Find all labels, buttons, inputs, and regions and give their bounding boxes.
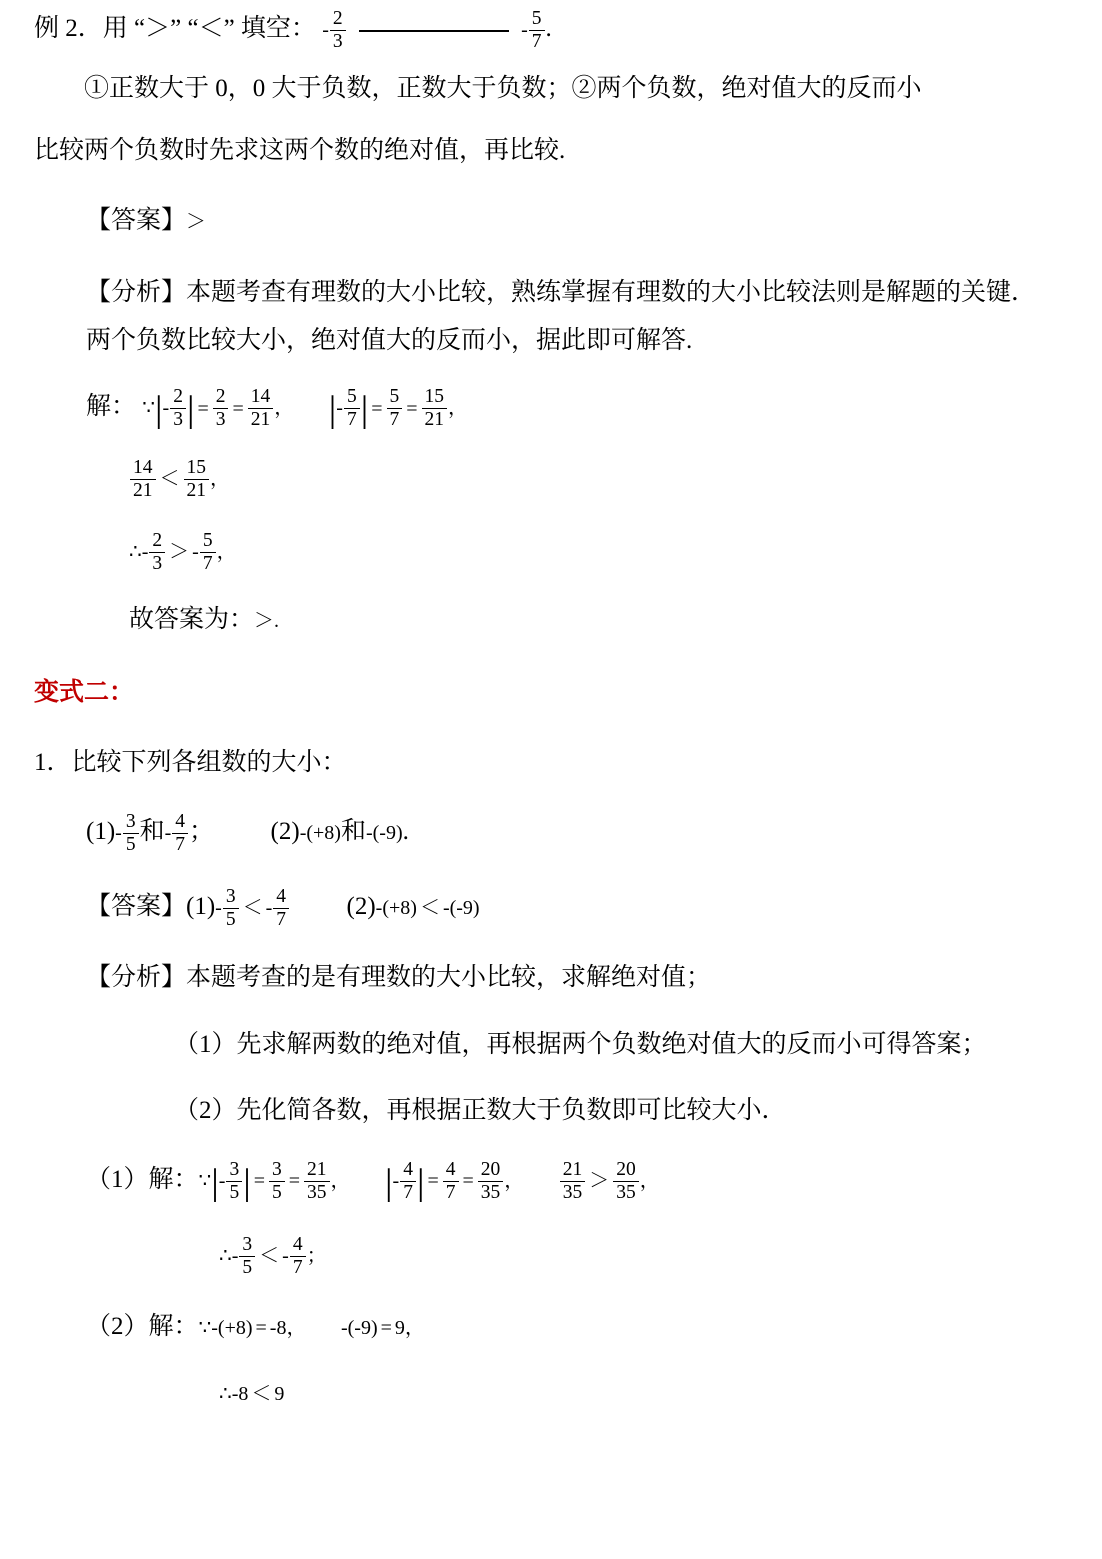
s2-comma2: ，	[404, 1316, 425, 1339]
final-answer-text: 故答案为：	[129, 606, 255, 634]
ex2-period: .	[545, 15, 552, 43]
q1-item2-period: .	[402, 818, 409, 846]
s1-cmp-right-den: 35	[616, 1182, 636, 1204]
s2-comma1: ，	[286, 1316, 307, 1339]
q1-item2-label: (2)	[270, 818, 300, 846]
ex2-left-value	[322, 8, 346, 52]
variant-heading: 变式二：	[34, 678, 135, 706]
s1-abs1-res-den: 35	[307, 1182, 327, 1204]
s2-concl-right: 9	[274, 1382, 285, 1405]
concl-fraction-2	[200, 530, 216, 575]
q1-answer-2-expr1: -(+8)	[375, 896, 417, 919]
s1-concl-fraction-1	[239, 1234, 255, 1279]
q1-item2-he: 和	[340, 818, 366, 846]
q1-answer-1-sign: -	[215, 896, 222, 919]
s2-concl-op: ＜	[251, 1382, 272, 1405]
sol1-eq-2: =	[232, 397, 244, 420]
q1-solution-2-conclusion	[34, 1375, 1068, 1411]
s1-abs2-eq-den: 7	[445, 1182, 456, 1204]
s1-abs2-num: 4	[400, 1159, 416, 1182]
s1-abs2-eq-fraction	[443, 1159, 459, 1204]
s1-abs1-den: 5	[229, 1182, 240, 1204]
sol1-fraction-a	[170, 386, 186, 431]
concl-comma: ，	[216, 540, 237, 563]
concl-num-2: 5	[200, 530, 216, 553]
answer-blank	[359, 30, 509, 32]
analysis-label: 【分析】	[86, 279, 187, 307]
s1-concl-semicolon: ；	[306, 1244, 327, 1267]
s1-concl-num-2: 4	[290, 1234, 306, 1257]
ex2-right-sign: -	[521, 19, 528, 42]
sol1-fraction-c	[248, 386, 274, 431]
sol2-fraction-b	[387, 386, 403, 431]
concl-operator: ＞	[169, 540, 190, 563]
s1-prefix: （1）解：	[86, 1166, 199, 1194]
s1-eq-3: =	[427, 1170, 439, 1193]
q1-item1-fraction	[123, 811, 139, 856]
s1-cmp-op: ＞	[589, 1170, 610, 1193]
s1-abs2-sign: -	[392, 1170, 400, 1193]
lt-quote: “＜”	[187, 15, 235, 43]
abs-bar-open-4: |	[385, 1162, 393, 1204]
sol1-sign: -	[162, 397, 170, 420]
rule-line-1: ①正数大于 0，0 大于负数，正数大于负数；②两个负数，绝对值大的反而小	[84, 74, 922, 102]
concl-num-1: 2	[149, 530, 165, 553]
q1-analysis-text: 本题考查的是有理数的大小比较，求解绝对值；	[186, 964, 712, 992]
answer-value: ＞	[186, 211, 207, 234]
q1-item1-semicolon: ；	[189, 818, 215, 846]
rule-line-2: 比较两个负数时先求这两个数的绝对值，再比较.	[34, 136, 566, 164]
abs-bar-close-2: |	[360, 389, 369, 431]
because-symbol-3: ∵	[198, 1316, 212, 1339]
sol2-comma: ，	[448, 397, 469, 420]
s2-val1: -8	[269, 1316, 287, 1339]
concl-sign-1: -	[141, 540, 149, 563]
because-symbol-1: ∵	[142, 397, 155, 420]
q1-item1-label: (1)	[86, 818, 116, 846]
q1-item1-num2: 4	[172, 811, 188, 834]
s2-eq1: =	[255, 1316, 267, 1339]
s1-concl-num-1: 3	[239, 1234, 255, 1257]
gt-quote: “＞”	[134, 15, 182, 43]
comparison-line	[34, 457, 1068, 502]
final-answer-period: .	[274, 610, 280, 633]
s1-abs1-eq-den: 5	[271, 1182, 282, 1204]
sol2-b-den: 7	[389, 409, 400, 431]
q1-answer-1-op: ＜	[242, 896, 263, 919]
therefore-symbol-2: ∴	[219, 1244, 232, 1267]
final-answer-line	[34, 602, 1068, 638]
s1-abs1-eq-num: 3	[269, 1159, 285, 1182]
solution-line-1	[34, 386, 1068, 431]
s1-abs1-fraction	[226, 1159, 242, 1204]
example-2-line	[34, 8, 1068, 53]
q1-answer-1-num: 3	[223, 886, 239, 909]
analysis-text: 本题考查有理数的大小比较，熟练掌握有理数的大小比较法则是解题的关键．两个负数比较大小，绝对值大的反而小，据此即可解答.	[86, 279, 1037, 354]
sol2-sign: -	[336, 397, 343, 420]
ex2-right-numerator: 5	[529, 8, 545, 31]
sol1-c-num: 14	[248, 386, 274, 409]
abs-bar-close-1: |	[186, 389, 195, 431]
sol2-c-num: 15	[422, 386, 448, 409]
s1-comma-3: ，	[639, 1170, 660, 1193]
q1-answer-1-fraction	[223, 886, 239, 931]
s2-prefix: （2）解：	[86, 1312, 199, 1340]
sol1-fraction-b	[213, 386, 229, 431]
s2-concl-left: -8	[231, 1382, 249, 1405]
s1-abs1-eq-fraction	[269, 1159, 285, 1204]
cmp-comma: ，	[210, 468, 230, 491]
abs-bar-open-3: |	[211, 1162, 219, 1204]
concl-fraction-1	[149, 530, 165, 575]
s1-abs1-num: 3	[226, 1159, 242, 1182]
q1-item1-num: 3	[123, 811, 139, 834]
s1-cmp-right-num: 20	[613, 1159, 639, 1182]
sol2-fraction-a	[344, 386, 360, 431]
question-1-label: 1．比较下列各组数的大小：	[34, 748, 347, 776]
q1-answer-1-label: (1)	[186, 892, 216, 920]
q1-item1-den2: 7	[175, 833, 186, 855]
concl-den-2: 7	[202, 552, 213, 574]
s2-eq2: =	[380, 1316, 392, 1339]
ex2-left-sign: -	[322, 19, 329, 42]
s1-cmp-right-fraction	[613, 1159, 639, 1204]
cmp-right-den: 21	[186, 479, 206, 501]
s1-comma-1: ，	[330, 1170, 351, 1193]
cmp-left-num: 14	[130, 457, 156, 480]
q1-answer-2-expr2: -(-9)	[442, 896, 480, 919]
conclusion-line	[34, 530, 1068, 575]
s1-concl-op: ＜	[259, 1244, 280, 1267]
solution-label: 解：	[86, 393, 137, 421]
s1-abs2-eq-num: 4	[443, 1159, 459, 1182]
s2-val2: 9	[394, 1316, 405, 1339]
sol1-eq-1: =	[197, 397, 209, 420]
ex2-left-fraction	[330, 8, 346, 53]
s1-eq-4: =	[462, 1170, 474, 1193]
abs-bar-close-4: |	[416, 1162, 425, 1204]
cmp-left-fraction	[130, 457, 156, 502]
concl-den-1: 3	[152, 552, 163, 574]
q1-answer-1-sign2: -	[265, 896, 273, 919]
q1-solution-2	[34, 1309, 1068, 1345]
cmp-right-num: 15	[184, 457, 210, 480]
q1-answer-row	[34, 886, 1068, 931]
answer-label: 【答案】	[86, 207, 187, 235]
s1-concl-sign-1: -	[231, 1244, 239, 1267]
s1-abs1-res-num: 21	[304, 1159, 330, 1182]
q1-answer-1-den2: 7	[276, 908, 287, 930]
s1-abs1-res-fraction	[304, 1159, 330, 1204]
s1-abs2-fraction	[400, 1159, 416, 1204]
answer-row	[34, 203, 1068, 239]
sol1-a-num: 2	[170, 386, 186, 409]
s1-concl-den-2: 7	[292, 1256, 303, 1278]
ex2-left-denominator: 3	[332, 30, 343, 52]
sol1-c-den: 21	[250, 409, 271, 431]
q1-item1-sign2: -	[164, 822, 172, 845]
sol1-a-den: 3	[173, 409, 183, 431]
because-symbol-2: ∵	[198, 1170, 212, 1193]
ex2-right-denominator: 7	[531, 30, 542, 52]
abs-bar-open-2: |	[328, 389, 337, 431]
sol2-a-num: 5	[344, 386, 360, 409]
sol1-b-den: 3	[215, 409, 226, 431]
q1-answer-2-op: ＜	[419, 896, 440, 919]
s1-cmp-left-num: 21	[560, 1159, 586, 1182]
analysis-row	[34, 269, 1068, 364]
s1-abs2-res-num: 20	[478, 1159, 504, 1182]
q1-solution-1	[34, 1159, 1068, 1204]
s1-comma-2: ，	[504, 1170, 525, 1193]
q1-answer-label: 【答案】	[86, 892, 187, 920]
abs-bar-open-1: |	[155, 389, 163, 431]
q1-item2-expr2: -(-9)	[365, 822, 403, 845]
s1-concl-den-1: 5	[242, 1256, 253, 1278]
q1-item1-fraction2	[172, 811, 188, 856]
s1-abs2-res-fraction	[478, 1159, 504, 1204]
q1-answer-1-fraction2	[273, 886, 289, 931]
q1-item2-expr1: -(+8)	[299, 822, 341, 845]
s2-expr1: -(+8)	[211, 1316, 253, 1339]
sol2-b-num: 5	[387, 386, 403, 409]
sol2-eq-1: =	[371, 397, 383, 420]
q1-item1-den: 5	[125, 833, 136, 855]
s1-eq-1: =	[253, 1170, 265, 1193]
q1-analysis-1: （1）先求解两数的绝对值，再根据两个负数绝对值大的反而小可得答案；	[174, 1030, 987, 1058]
sol2-a-den: 7	[346, 409, 357, 431]
sol2-c-den: 21	[424, 409, 445, 431]
cmp-right-fraction	[184, 457, 210, 502]
fill-blank-text: 填空：	[240, 15, 316, 43]
s1-abs1-sign: -	[218, 1170, 226, 1193]
sol1-comma: ，	[274, 397, 295, 420]
s1-abs2-den: 7	[403, 1182, 413, 1204]
q1-item1-he: 和	[139, 818, 165, 846]
cmp-left-den: 21	[133, 479, 153, 501]
q1-solution-1-conclusion	[34, 1234, 1068, 1279]
q1-answer-1-num2: 4	[273, 886, 289, 909]
therefore-symbol-1: ∴	[129, 540, 142, 563]
ex2-right-value	[521, 8, 545, 52]
q1-answer-2-label: (2)	[346, 892, 376, 920]
ex2-left-numerator: 2	[330, 8, 346, 31]
s1-eq-2: =	[288, 1170, 301, 1193]
question-1-items	[34, 811, 1068, 856]
sol2-eq-2: =	[406, 397, 418, 420]
s1-concl-fraction-2	[290, 1234, 306, 1279]
s1-concl-sign-2: -	[282, 1244, 289, 1267]
cmp-operator: ＜	[159, 468, 180, 491]
concl-sign-2: -	[192, 540, 199, 563]
q1-answer-1-den: 5	[225, 908, 236, 930]
therefore-symbol-3: ∴	[219, 1382, 232, 1405]
q1-analysis-label: 【分析】	[86, 964, 187, 992]
s1-cmp-left-fraction	[560, 1159, 586, 1204]
final-answer-value: ＞	[254, 610, 275, 633]
sol2-fraction-c	[422, 386, 448, 431]
abs-bar-close-3: |	[243, 1162, 251, 1204]
s1-abs2-res-den: 35	[480, 1182, 501, 1204]
q1-analysis-2: （2）先化简各数，再根据正数大于负数即可比较大小．	[174, 1096, 787, 1124]
s1-cmp-left-den: 35	[562, 1182, 583, 1204]
ex2-right-fraction	[529, 8, 545, 53]
sol1-b-num: 2	[213, 386, 229, 409]
q1-item1-sign: -	[115, 822, 122, 845]
example-2-label: 例 2．用	[34, 15, 128, 43]
q1-analysis-row	[34, 960, 1068, 996]
s2-expr2: -(-9)	[340, 1316, 378, 1339]
